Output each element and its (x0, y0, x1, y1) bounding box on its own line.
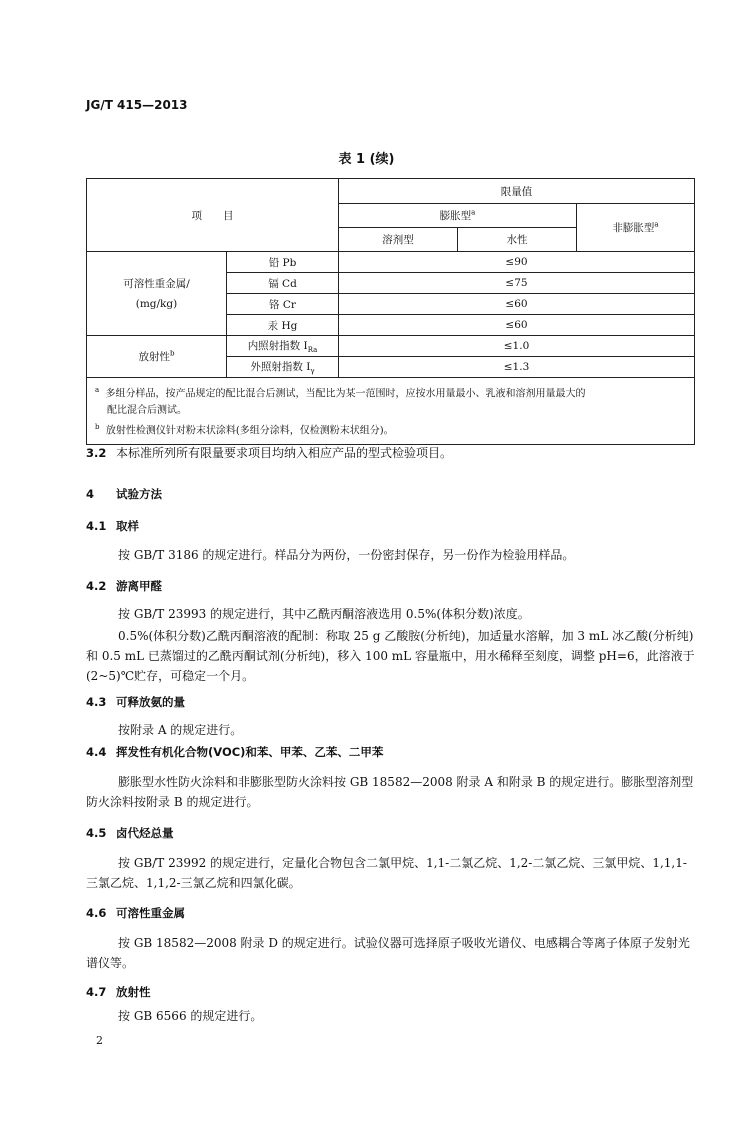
table-caption: 表 1 (续) (338, 152, 395, 167)
clause-4-7: 按 GB 6566 的规定进行。 (118, 1009, 263, 1023)
table-row-name: 汞 Hg (227, 315, 339, 336)
section-4-7-heading: 4.7 放射性 (86, 985, 151, 999)
header-item: 项 目 (87, 179, 339, 252)
clause-4-2-b: 0.5%(体积分数)乙酰丙酮溶液的配制：称取 25 g 乙酸胺(分析纯)，加适量水溶解，加 3 mL 冰乙酸(分析纯)和 0.5 mL 已蒸馏过的乙酰丙酮试剂(分析纯)，移入 100 mL 容量瓶中，用水稀释至刻度，调整 pH=6，此溶液于(2~5)℃贮存，可稳定一个月。 (86, 629, 695, 683)
page-number: 2 (96, 1034, 103, 1047)
group-heavy-metal: 可溶性重金属/ (mg/kg) (87, 252, 227, 336)
clause-3-2: 3.2 本标准所列所有限量要求项目均纳入相应产品的型式检验项目。 (86, 446, 453, 460)
header-water: 水性 (458, 228, 577, 252)
note-a: $^a$ 多组分样品，按产品规定的配比混合后测试，当配比为某一范围时，应按水用量最小、乳液和溶剂用量最大的 配比混合后测试。 (95, 386, 586, 417)
table-row-name: 外照射指数 $I_\gamma$ (227, 357, 339, 378)
table-row-name: 镉 Cd (227, 273, 339, 294)
section-4-4-heading: 4.4 挥发性有机化合物(VOC)和苯、甲苯、乙苯、二甲苯 (86, 745, 384, 759)
table-row-value: ≤75 (339, 273, 695, 294)
clause-4-3: 按附录 A 的规定进行。 (118, 723, 243, 737)
section-4-5-heading: 4.5 卤代烃总量 (86, 826, 174, 840)
table-notes (87, 378, 695, 445)
table-row-value: ≤60 (339, 315, 695, 336)
group-radioactivity: 放射性$^b$ (87, 336, 227, 378)
table-row-value: ≤90 (339, 252, 695, 273)
clause-4-4: 膨胀型水性防火涂料和非膨胀型防火涂料按 GB 18582—2008 附录 A 和附录 B 的规定进行。膨胀型溶剂型防火涂料按附录 B 的规定进行。 (86, 775, 694, 809)
header-limit: 限量值 (339, 179, 695, 204)
header-expand: 膨胀型$^a$ (339, 204, 577, 228)
table-row-value: ≤60 (339, 294, 695, 315)
section-4-2-heading: 4.2 游离甲醛 (86, 579, 162, 593)
clause-4-2-a: 按 GB/T 23993 的规定进行，其中乙酰丙酮溶液选用 0.5%(体积分数)浓度。 (118, 607, 530, 621)
table-row-value: ≤1.3 (339, 357, 695, 378)
table-row-name: 铅 Pb (227, 252, 339, 273)
section-4-1-heading: 4.1 取样 (86, 519, 139, 533)
header-nonexpand: 非膨胀型$^a$ (577, 204, 695, 252)
clause-4-6: 按 GB 18582—2008 附录 D 的规定进行。试验仪器可选择原子吸收光谱仪、电感耦合等离子体原子发射光谱仪等。 (86, 936, 690, 970)
section-4-6-heading: 4.6 可溶性重金属 (86, 906, 185, 920)
table-row-name: 铬 Cr (227, 294, 339, 315)
table-row-value: ≤1.0 (339, 336, 695, 357)
clause-4-5: 按 GB/T 23992 的规定进行，定量化合物包含二氯甲烷、1,1-二氯乙烷、1,2-二氯乙烷、三氯甲烷、1,1,1-三氯乙烷、1,1,2-三氯乙烷和四氯化碳。 (86, 856, 687, 890)
limits-table (86, 178, 695, 445)
clause-4-1: 按 GB/T 3186 的规定进行。样品分为两份，一份密封保存，另一份作为检验用样品。 (118, 548, 575, 562)
section-4-3-heading: 4.3 可释放氨的量 (86, 695, 185, 709)
table-row-name: 内照射指数 $I_{Ra}$ (227, 336, 339, 357)
standard-number: JG/T 415—2013 (86, 98, 188, 112)
note-b: $^b$ 放射性检测仪针对粉末状涂料(多组分涂料，仅检测粉末状组分)。 (95, 423, 394, 437)
header-solvent: 溶剂型 (339, 228, 458, 252)
section-4-heading: 4 试验方法 (86, 487, 162, 501)
